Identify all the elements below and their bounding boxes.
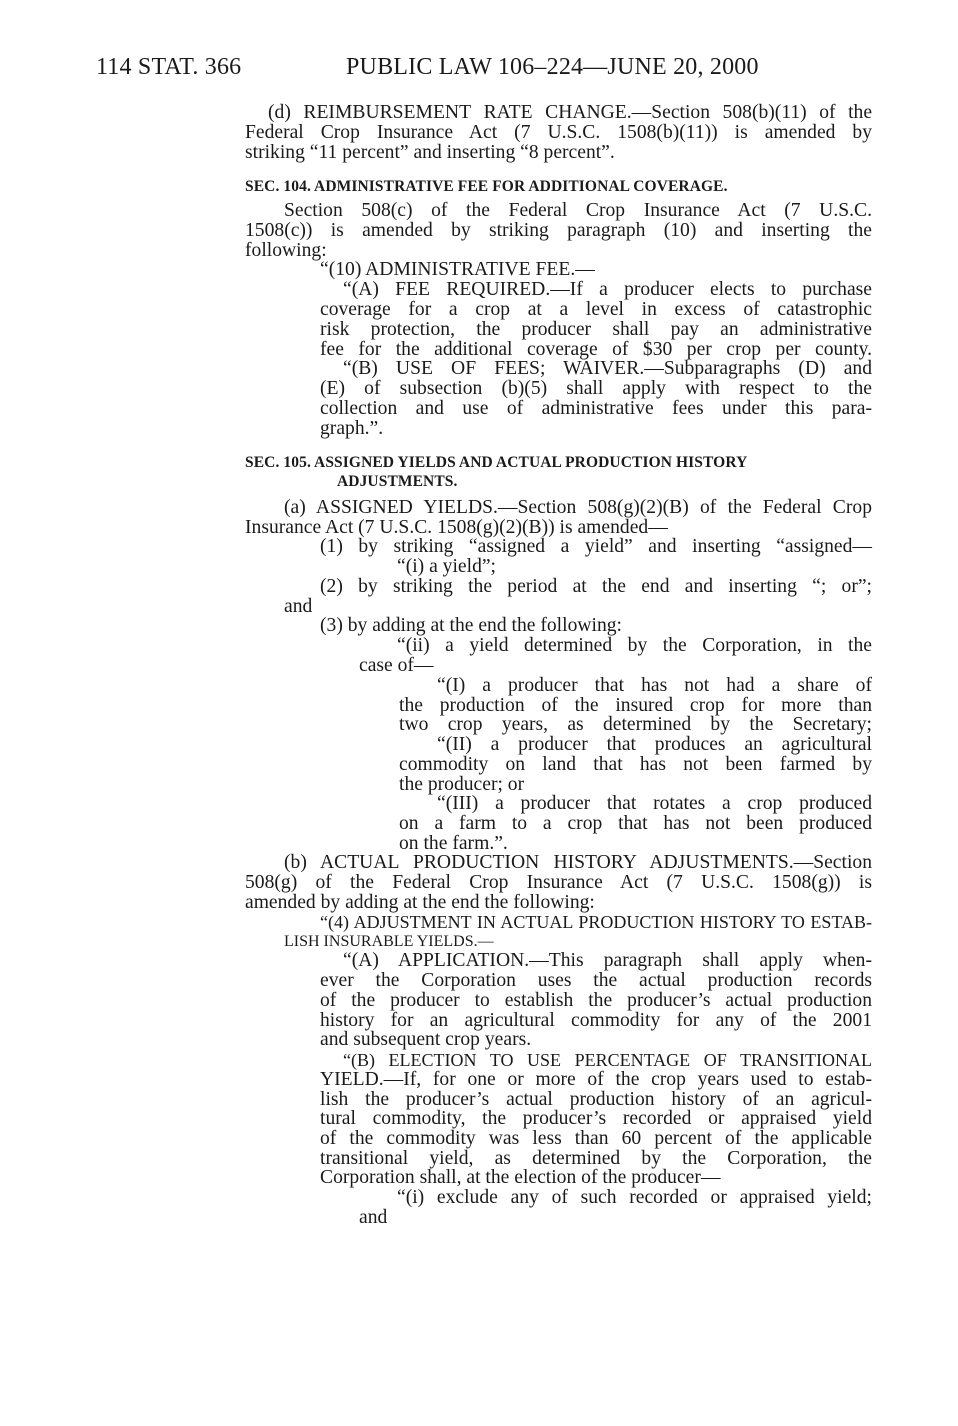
text-line: Insurance Act (7 U.S.C. 1508(g)(2)(B)) is amended— (245, 517, 668, 538)
text-line: Section 508(c) of the Federal Crop Insurance Act (7 U.S.C. (284, 200, 872, 221)
text-line: following: (245, 240, 327, 261)
text-line: (1) by striking “assigned a yield” and inserting “assigned— (320, 536, 872, 557)
text-line: history for an agricultural commodity for any of the 2001 (320, 1010, 872, 1031)
text-line: fee for the additional coverage of $30 per crop per county. (320, 339, 872, 360)
text-line: lish the producer’s actual production history of an agricul- (320, 1089, 872, 1110)
text-line: Federal Crop Insurance Act (7 U.S.C. 1508(b)(11)) is amended by (245, 122, 872, 143)
text-line: (3) by adding at the end the following: (320, 615, 623, 636)
text-line: collection and use of administrative fees under this para- (320, 398, 872, 419)
text-line: on a farm to a crop that has not been produced (399, 813, 872, 834)
text-line: (a) ASSIGNED YIELDS.—Section 508(g)(2)(B) of the Federal Crop (284, 497, 872, 518)
text-line: “(A) FEE REQUIRED.—If a producer elects to purchase (343, 279, 872, 300)
section-heading: SEC. 104. ADMINISTRATIVE FEE FOR ADDITIONAL COVERAGE. (245, 178, 728, 195)
text-line: the production of the insured crop for more than (399, 695, 872, 716)
text-line: “(i) a yield”; (397, 556, 497, 577)
text-line: ever the Corporation uses the actual production records (320, 970, 872, 991)
text-line: risk protection, the producer shall pay an administrative (320, 319, 872, 340)
text-line: and subsequent crop years. (320, 1029, 532, 1050)
text-line: commodity on land that has not been farmed by (399, 754, 872, 775)
text-line: transitional yield, as determined by the Corporation, the (320, 1148, 872, 1169)
text-line: “(10) ADMINISTRATIVE FEE.— (320, 259, 595, 280)
text-line: LISH INSURABLE YIELDS.— (284, 933, 494, 950)
text-line: (E) of subsection (b)(5) shall apply with respect to the (320, 378, 872, 399)
text-line: “(i) exclude any of such recorded or appraised yield; (397, 1187, 872, 1208)
text-line: and (359, 1207, 388, 1228)
section-heading: SEC. 105. ASSIGNED YIELDS AND ACTUAL PRODUCTION HISTORY (245, 454, 748, 471)
text-line: amended by adding at the end the following: (245, 892, 595, 913)
section-heading: ADJUSTMENTS. (337, 473, 458, 490)
page-header-title: PUBLIC LAW 106–224—JUNE 20, 2000 (346, 54, 759, 80)
text-line: coverage for a crop at a level in excess of catastrophic (320, 299, 872, 320)
text-line: striking “11 percent” and inserting “8 percent”. (245, 142, 615, 163)
text-line: on the farm.”. (399, 833, 508, 854)
text-line: (b) ACTUAL PRODUCTION HISTORY ADJUSTMENTS.—Section (284, 852, 872, 873)
text-line: “(B) USE OF FEES; WAIVER.—Subparagraphs (D) and (343, 358, 872, 379)
text-line: “(II) a producer that produces an agricultural (437, 734, 872, 755)
text-line: 508(g) of the Federal Crop Insurance Act (7 U.S.C. 1508(g)) is (245, 872, 872, 893)
text-line: case of— (359, 655, 434, 676)
text-line: “(4) ADJUSTMENT IN ACTUAL PRODUCTION HISTORY TO ESTAB- (320, 912, 872, 932)
text-line: (2) by striking the period at the end and inserting “; or”; (320, 576, 872, 597)
text-line: “(B) ELECTION TO USE PERCENTAGE OF TRANSITIONAL (343, 1050, 872, 1070)
text-line: “(I) a producer that has not had a share of (437, 675, 872, 696)
text-line: two crop years, as determined by the Secretary; (399, 714, 872, 735)
text-line: the producer; or (399, 774, 525, 795)
text-line: Corporation shall, at the election of the producer— (320, 1167, 721, 1188)
text-line: (d) REIMBURSEMENT RATE CHANGE.—Section 508(b)(11) of the (268, 102, 873, 123)
text-line: of the producer to establish the producer’s actual production (320, 990, 872, 1011)
text-line: “(III) a producer that rotates a crop produced (437, 793, 872, 814)
text-line: YIELD.—If, for one or more of the crop years used to estab- (320, 1069, 872, 1090)
text-line: 1508(c)) is amended by striking paragraph (10) and inserting the (245, 220, 872, 241)
text-line: “(A) APPLICATION.—This paragraph shall apply when- (343, 950, 872, 971)
text-line: and (284, 596, 313, 617)
text-line: tural commodity, the producer’s recorded or appraised yield (320, 1108, 872, 1129)
text-line: graph.”. (320, 418, 384, 439)
text-line: of the commodity was less than 60 percent of the applicable (320, 1128, 872, 1149)
page-citation: 114 STAT. 366 (96, 54, 242, 80)
text-line: “(ii) a yield determined by the Corporation, in the (397, 635, 872, 656)
